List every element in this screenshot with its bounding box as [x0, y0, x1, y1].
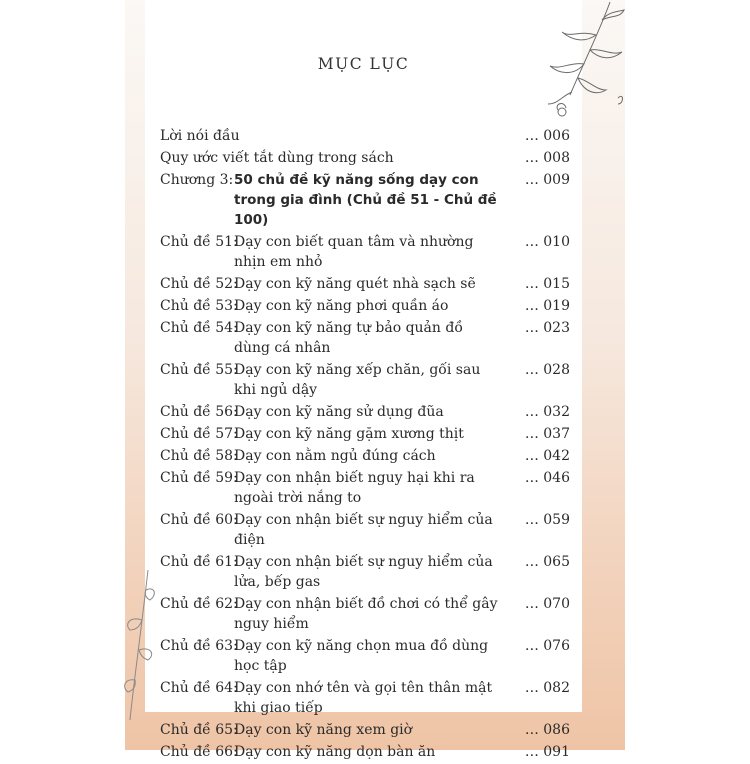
toc-entry-title: Dạy con kỹ năng tự bảo quản đồ dùng cá nhân — [234, 320, 463, 356]
toc-entry-title: Dạy con nằm ngủ đúng cách — [234, 448, 436, 464]
toc-entry-label: Chủ đề 56: — [160, 404, 238, 420]
toc-entry-title: Dạy con nhận biết sự nguy hiểm của điện — [234, 512, 493, 548]
toc-entry-page: … 091 — [524, 744, 570, 760]
toc-entry-label: Chủ đề 60: — [160, 512, 238, 528]
toc-entry-label: Chủ đề 58: — [160, 448, 238, 464]
toc-entry-page: … 082 — [524, 680, 570, 696]
toc-entry-label: Chủ đề 63: — [160, 638, 238, 654]
toc-entry-page: … 070 — [524, 596, 570, 612]
toc-entry-label: Chủ đề 61: — [160, 554, 238, 570]
botanical-leaf-sprig-icon — [120, 560, 160, 720]
toc-entry[interactable] — [160, 274, 570, 294]
toc-entry-title: Dạy con kỹ năng gặm xương thịt — [234, 426, 464, 442]
toc-entry[interactable] — [160, 552, 570, 592]
toc-entry-page: … 023 — [524, 320, 570, 336]
toc-entry-title: Dạy con kỹ năng sử dụng đũa — [234, 404, 444, 420]
toc-entry-page: … 042 — [524, 448, 570, 464]
toc-entry[interactable] — [160, 446, 570, 466]
toc-entry-label: Chủ đề 53: — [160, 298, 238, 314]
toc-entry-title: Quy ước viết tắt dùng trong sách — [160, 150, 394, 166]
toc-entry-page: … 008 — [524, 150, 570, 166]
toc-entry-label: Chủ đề 57: — [160, 426, 238, 442]
toc-entry-page: … 006 — [524, 128, 570, 144]
page-title: MỤC LỤC — [317, 55, 410, 73]
toc-entry[interactable] — [160, 468, 570, 508]
toc-entry-label: Chủ đề 52: — [160, 276, 238, 292]
toc-entry-label: Chủ đề 54: — [160, 320, 238, 336]
toc-entry-title: Dạy con kỹ năng quét nhà sạch sẽ — [234, 276, 476, 292]
toc-entry-title: Lời nói đầu — [160, 128, 240, 144]
toc-entry-label: Chủ đề 64: — [160, 680, 238, 696]
toc-entry-label: Chủ đề 51: — [160, 234, 238, 250]
toc-entry[interactable] — [160, 232, 570, 272]
toc-entry-label: Chủ đề 62: — [160, 596, 238, 612]
toc-entry-page: … 015 — [524, 276, 570, 292]
toc-entry[interactable] — [160, 636, 570, 676]
toc-entry[interactable] — [160, 594, 570, 634]
toc-entry[interactable] — [160, 510, 570, 550]
toc-entry-page: … 032 — [524, 404, 570, 420]
toc-entry-title: Dạy con kỹ năng dọn bàn ăn — [234, 744, 436, 760]
toc-entry-title: Dạy con biết quan tâm và nhường nhịn em nhỏ — [234, 234, 474, 270]
toc-entry-title: Dạy con nhận biết đồ chơi có thể gây nguy hiểm — [234, 596, 498, 632]
toc-entry[interactable] — [160, 424, 570, 444]
table-of-contents — [160, 126, 570, 764]
toc-entry-label: Chương 3: — [160, 172, 234, 188]
toc-entry-page: … 086 — [524, 722, 570, 738]
toc-entry-page: … 046 — [524, 470, 570, 486]
toc-entry-page: … 076 — [524, 638, 570, 654]
toc-entry-label: Chủ đề 59: — [160, 470, 238, 486]
toc-entry-page: … 010 — [524, 234, 570, 250]
toc-entry-title: Dạy con kỹ năng xếp chăn, gối sau khi ngủ dậy — [234, 362, 481, 398]
toc-entry[interactable] — [160, 148, 570, 168]
toc-entry-title: Dạy con kỹ năng xem giờ — [234, 722, 413, 738]
toc-entry-page: … 037 — [524, 426, 570, 442]
toc-entry[interactable] — [160, 170, 570, 230]
toc-entry[interactable] — [160, 296, 570, 316]
toc-entry-page: … 059 — [524, 512, 570, 528]
toc-entry[interactable] — [160, 678, 570, 718]
toc-entry-title: 50 chủ đề kỹ năng sống dạy con trong gia đình (Chủ đề 51 - Chủ đề 100) — [234, 172, 497, 228]
toc-entry[interactable] — [160, 318, 570, 358]
toc-entry-label: Chủ đề 55: — [160, 362, 238, 378]
toc-entry-title: Dạy con nhận biết nguy hại khi ra ngoài trời nắng to — [234, 470, 475, 506]
toc-entry[interactable] — [160, 126, 570, 146]
toc-entry[interactable] — [160, 402, 570, 422]
toc-entry-title: Dạy con kỹ năng chọn mua đồ dùng học tập — [234, 638, 489, 674]
toc-entry-label: Chủ đề 66: — [160, 744, 238, 760]
toc-entry[interactable] — [160, 360, 570, 400]
toc-entry-title: Dạy con nhớ tên và gọi tên thân mật khi giao tiếp — [234, 680, 493, 716]
toc-entry[interactable] — [160, 742, 570, 762]
toc-entry-title: Dạy con kỹ năng phơi quần áo — [234, 298, 449, 314]
toc-entry-page: … 019 — [524, 298, 570, 314]
toc-entry-label: Chủ đề 65: — [160, 722, 238, 738]
toc-entry-title: Dạy con nhận biết sự nguy hiểm của lửa, bếp gas — [234, 554, 493, 590]
toc-entry-page: … 028 — [524, 362, 570, 378]
toc-entry[interactable] — [160, 720, 570, 740]
toc-entry-page: … 065 — [524, 554, 570, 570]
toc-entry-page: … 009 — [524, 172, 570, 188]
